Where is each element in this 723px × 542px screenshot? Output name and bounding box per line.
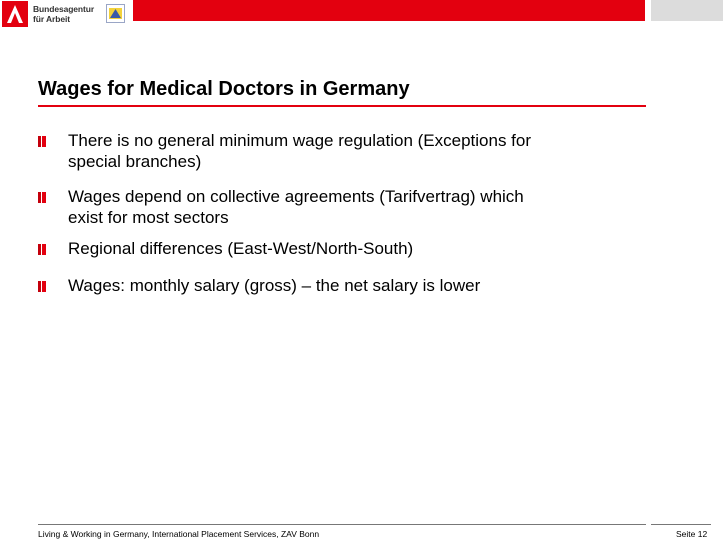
header-grey-band xyxy=(651,0,723,21)
bullet-marker-icon xyxy=(38,281,46,292)
bullet-text: Wages depend on collective agreements (Tarifvertrag) which exist for most sectors xyxy=(68,187,524,227)
badge-icon xyxy=(106,4,125,23)
footer-divider xyxy=(38,524,646,525)
footer-page-divider xyxy=(651,524,711,525)
bullet-text: Regional differences (East-West/North-South) xyxy=(68,239,414,258)
logo-line2: für Arbeit xyxy=(33,14,70,24)
bullet-text: Wages: monthly salary (gross) – the net salary is lower xyxy=(68,276,481,295)
bullet-text: There is no general minimum wage regulation (Exceptions for special branches) xyxy=(68,131,532,171)
page-number: Seite 12 xyxy=(676,529,708,539)
bullet-marker-icon xyxy=(38,244,46,255)
header-red-band xyxy=(133,0,645,21)
logo-text xyxy=(33,4,94,24)
bullet-marker-icon xyxy=(38,136,46,147)
logo-line1: Bundesagentur xyxy=(33,4,95,14)
agency-emblem-icon xyxy=(2,1,28,27)
bullet-marker-icon xyxy=(38,192,46,203)
title-divider xyxy=(38,105,646,107)
logo xyxy=(0,0,128,28)
footer-text: Living & Working in Germany, International Placement Services, ZAV Bonn xyxy=(38,529,320,539)
slide-title: Wages for Medical Doctors in Germany xyxy=(38,78,410,100)
